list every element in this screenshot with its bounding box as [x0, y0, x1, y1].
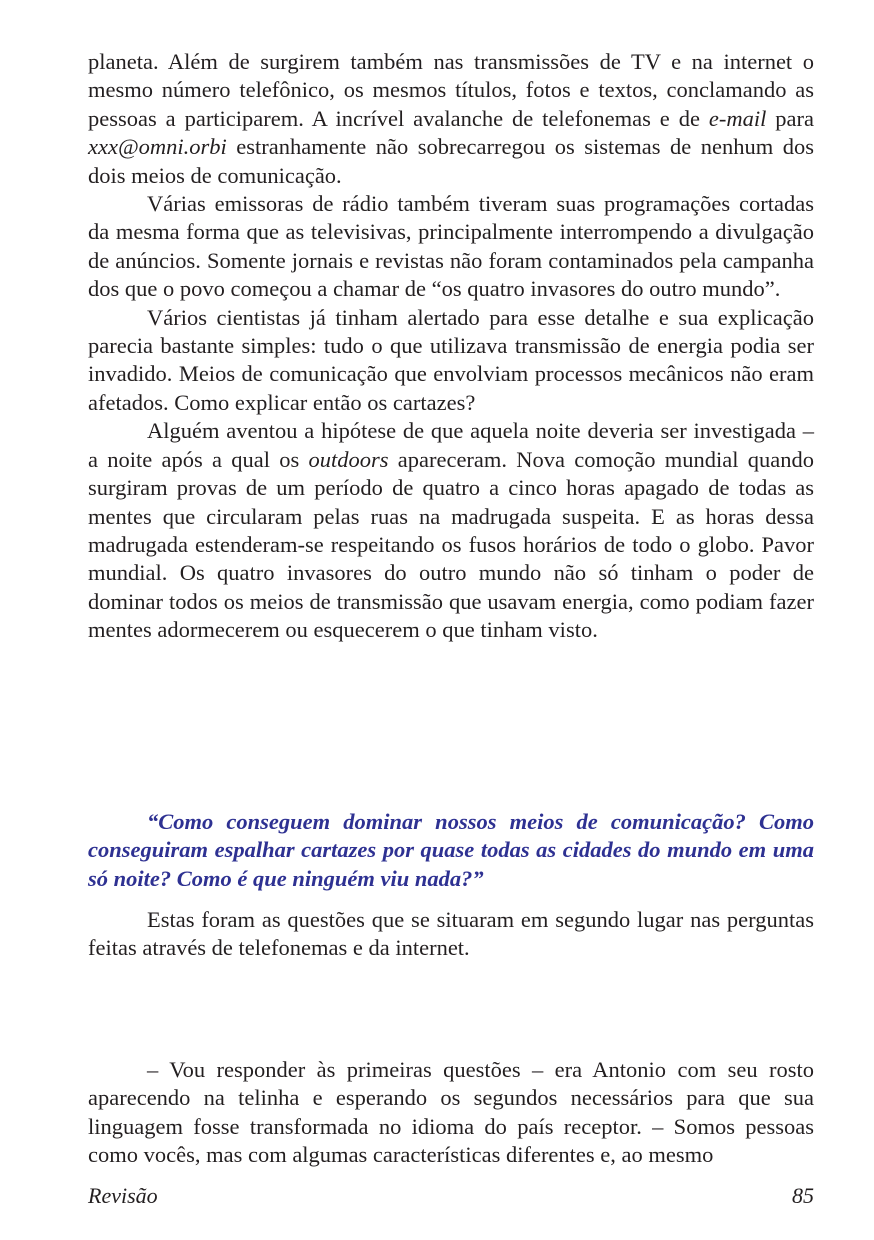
body-text-bottom [88, 1056, 814, 1170]
paragraph-1: planeta. Além de surgirem também nas transmissões de TV e na internet o mesmo número telefônico, os mesmos títulos, fotos e textos, conclamando as pessoas a participarem. A incrível avalanche de telefonemas e de e-mail para xxx@omni.orbi estranhamente não sobrecarregou os sistemas de nenhum dos dois meios de comunicação. [88, 49, 814, 188]
body-text-top [88, 48, 814, 645]
paragraph-6: – Vou responder às primeiras questões – era Antonio com seu rosto aparecendo na telinha e esperando os segundos necessários para que sua linguagem fosse transformada no idioma do país receptor. – Somos pessoas como vocês, mas com algumas características diferentes e, ao mesmo [88, 1057, 814, 1168]
italic-address: xxx@omni.orbi [88, 134, 227, 160]
page-number: 85 [792, 1183, 814, 1208]
paragraph-3: Vários cientistas já tinham alertado para esse detalhe e sua explicação parecia bastante simples: tudo o que utilizava transmissão de energia podia ser invadido. Meios de comunicação que envolviam processos mecânicos não eram afetados. Como explicar então os cartazes? [88, 304, 814, 415]
running-footer-title: Revisão [88, 1183, 158, 1208]
body-text-middle [88, 906, 814, 963]
italic-email: e-mail [708, 105, 767, 131]
italic-outdoors: outdoors [308, 446, 389, 472]
paragraph-2: Várias emissoras de rádio também tiveram suas programações cortadas da mesma forma que as televisivas, principalmente interrompendo a divulgação de anúncios. Somente jornais e revistas não foram contaminados pela campanha dos que o povo começou a chamar de “os quatro invasores do outro mundo”. [88, 191, 814, 302]
paragraph-4: Alguém aventou a hipótese de que aquela noite deveria ser investigada – a noite após a qual os outdoors apareceram. Nova comoção mundial quando surgiram provas de um período de quatro a cinco horas apagado de todas as mentes que circularam pelas ruas na madrugada suspeita. E as horas dessa madrugada estenderam-se respeitando os fusos horários de todo o globo. Pavor mundial. Os quatro invasores do outro mundo não só tinham o poder de dominar todos os meios de transmissão que usavam energia, como podiam fazer mentes adormecerem ou esquecerem o que tinham visto. [88, 418, 814, 643]
highlighted-quote: “Como conseguem dominar nossos meios de comunicação? Como conseguiram espalhar cartazes por quase todas as cidades do mundo em uma só noite? Como é que ninguém viu nada?” [88, 809, 814, 891]
paragraph-5: Estas foram as questões que se situaram em segundo lugar nas perguntas feitas através de telefonemas e da internet. [88, 907, 814, 961]
